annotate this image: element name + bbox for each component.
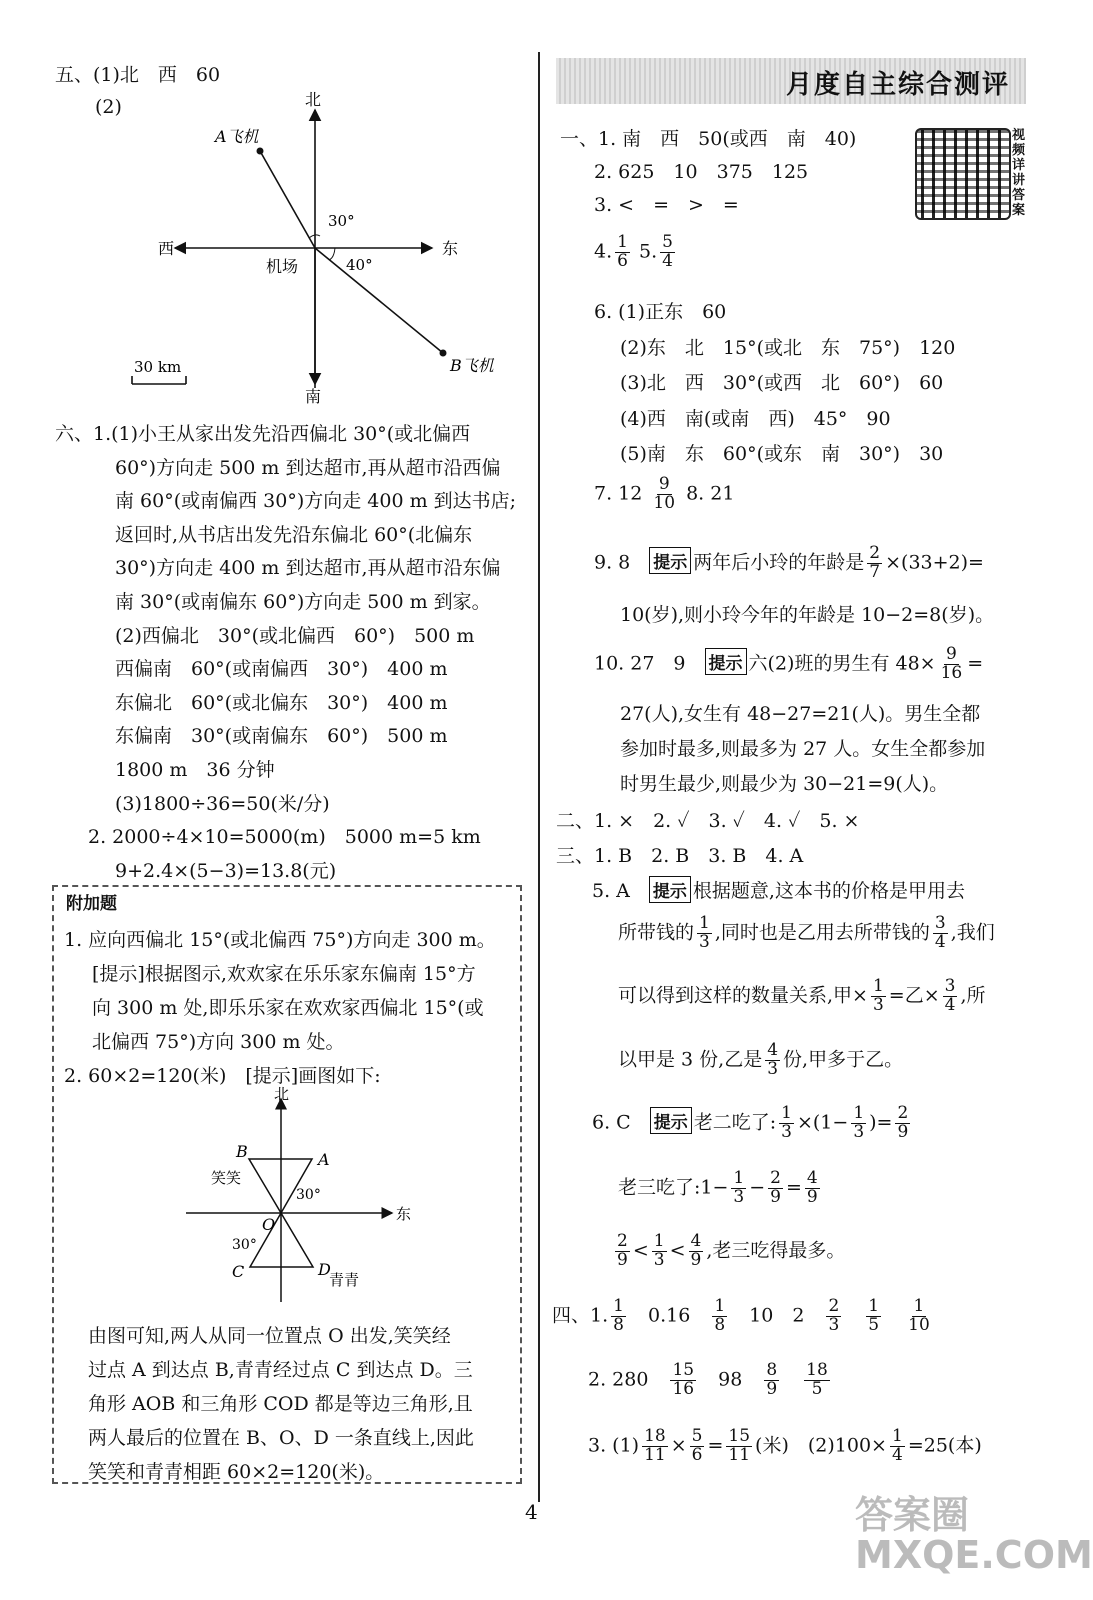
- d2-qingqing: 青青: [329, 1271, 360, 1289]
- direction-diagram-airport: [120, 88, 520, 408]
- s6-line: 1800 m 36 分钟: [115, 758, 275, 781]
- d2-angle30a: 30°: [296, 1187, 321, 1203]
- s6-line: 六、1.(1)小王从家出发先沿西偏北 30°(或北偏西: [55, 423, 471, 445]
- addon-tail-line: 角形 AOB 和三角形 COD 都是等边三角形,且: [88, 1393, 473, 1415]
- q6-line3: $\frac{2}{9}$ < $\frac{1}{3}$ < $\frac{4}{9}$ ,老三吃得最多。: [617, 1231, 846, 1270]
- d2-A: A: [318, 1150, 330, 1169]
- d1-b-plane: B飞机: [450, 356, 494, 375]
- s3: 三、1. B 2. B 3. B 4. A: [556, 845, 804, 867]
- r4: 4. $\frac{1}{6}$ 5. $\frac{5}{4}$: [594, 232, 673, 271]
- page-number: 4: [525, 1500, 538, 1524]
- d2-B: B: [236, 1142, 248, 1161]
- s5-line2: (2): [95, 96, 122, 118]
- d2-O: O: [262, 1215, 276, 1234]
- header-title: 月度自主综合测评: [785, 70, 1010, 100]
- s6-block: [55, 418, 516, 888]
- d1-west: 西: [158, 239, 175, 258]
- s6-line: 南 60°(或南偏西 30°)方向走 400 m 到达书店;: [115, 490, 517, 513]
- addon-lines: [64, 923, 496, 1093]
- d2-D: D: [318, 1260, 331, 1279]
- d2-xiaoxiao: 笑笑: [211, 1169, 242, 1187]
- s6-line: 西偏南 60°(或南偏西 30°) 400 m: [115, 658, 448, 681]
- r2: 2. 625 10 375 125: [594, 161, 809, 183]
- s2: 二、1. × 2. ✓ 3. ✓ 4. ✓ 5. ×: [556, 810, 860, 832]
- s6-line: (2)西偏北 30°(或北偏西 60°) 500 m: [115, 624, 475, 647]
- addon-line: 2. 60×2=120(米) [提示]画图如下:: [64, 1065, 381, 1087]
- hint-label: 提示: [649, 547, 691, 574]
- q5-line4: 以甲是 3 份,乙是 $\frac{4}{3}$ 份,甲多于乙。: [618, 1040, 904, 1079]
- addon-box: [52, 885, 522, 1484]
- addon-tail-line: 由图可知,两人从同一位置点 O 出发,笑笑经: [88, 1325, 451, 1347]
- d1-angle30: 30°: [328, 212, 355, 230]
- d1-a-plane: A飞机: [215, 127, 259, 146]
- addon-line: 1. 应向西偏北 15°(或北偏西 75°)方向走 300 m。: [64, 929, 496, 951]
- r3: 3. < = > =: [594, 194, 739, 216]
- s4-line2: 2. 280 $\frac{15}{16}$ 98 $\frac{8}{9}$ $\frac{18}{5}$: [588, 1360, 828, 1399]
- d2-east: 东: [396, 1205, 412, 1223]
- d2-north: 北: [274, 1085, 290, 1103]
- r9-tail: 10(岁),则小玲今年的年龄是 10−2=8(岁)。: [620, 604, 995, 626]
- addon-line: 向 300 m 处,即乐乐家在欢欢家西偏北 15°(或: [92, 997, 484, 1019]
- r9: 9. 8 提示 两年后小玲的年龄是 $\frac{2}{7}$ ×(33+2)=: [594, 543, 984, 582]
- q6-line1: 6. C 提示 老二吃了: $\frac{1}{3}$ ×(1− $\frac{1}{3}$ )= $\frac{2}{9}$: [592, 1103, 909, 1142]
- d2-C: C: [232, 1262, 245, 1281]
- column-divider: [538, 52, 540, 1502]
- d1-angle40: 40°: [346, 256, 373, 274]
- r10: 10. 27 9 提示 六(2)班的男生有 48× $\frac{9}{16}$ =: [594, 644, 984, 683]
- s4-line1: 四、1. $\frac{1}{8}$ 0.16 $\frac{1}{8}$ 10 2 $\frac{2}{3}$ $\frac{1}{5}$ $\frac{1}{10}$: [552, 1296, 930, 1335]
- s6-line: 30°)方向走 400 m 到达超市,再从超市沿东偏: [115, 557, 501, 580]
- direction-diagram-triangles: [174, 1087, 434, 1317]
- s6-line: 60°)方向走 500 m 到达超市,再从超市沿西偏: [115, 456, 501, 479]
- s6-line: 南 30°(或南偏东 60°)方向走 500 m 到家。: [115, 590, 491, 613]
- qr-text: 视频详讲答案: [1012, 128, 1026, 218]
- r6: [594, 295, 955, 473]
- d1-scale: 30 km: [134, 358, 182, 376]
- d1-airport: 机场: [266, 257, 299, 276]
- r6-line: 6. (1)正东 60: [594, 301, 727, 323]
- s6-line: 东偏南 30°(或南偏东 60°) 500 m: [115, 725, 448, 748]
- addon-tail-line: 两人最后的位置在 B、O、D 一条直线上,因此: [88, 1427, 474, 1449]
- r10-tail: 27(人),女生有 48−27=21(人)。男生全都 参加时最多,则最多为 27 人。女生全都参加 时男生最少,则最少为 30−21=9(人)。: [620, 703, 986, 795]
- r6-line: (5)南 东 60°(或东 南 30°) 30: [620, 443, 944, 465]
- r7: 7. 12 $\frac{9}{10}$ 8. 21: [594, 474, 735, 513]
- s6-line: 东偏北 60°(或北偏东 30°) 400 m: [115, 691, 448, 714]
- s6-line: 2. 2000÷4×10=5000(m) 5000 m=5 km: [88, 826, 481, 849]
- addon-title: 附加题: [66, 894, 117, 914]
- addon-tail-line: 笑笑和青青相距 60×2=120(米)。: [88, 1461, 385, 1483]
- d2-angle30b: 30°: [232, 1237, 257, 1253]
- d1-south: 南: [305, 387, 322, 406]
- addon-tail: [88, 1319, 474, 1489]
- q6-line2: 老三吃了:1− $\frac{1}{3}$ − $\frac{2}{9}$ = $\frac{4}{9}$: [618, 1168, 818, 1207]
- d1-north: 北: [305, 90, 322, 109]
- d1-east: 东: [442, 239, 459, 258]
- addon-line: [提示]根据图示,欢欢家在乐乐家东偏南 15°方: [92, 963, 476, 985]
- q5-line3: 可以得到这样的数量关系,甲× $\frac{1}{3}$ =乙× $\frac{3}{4}$ ,所: [618, 976, 986, 1015]
- s6-line: (3)1800÷36=50(米/分): [115, 792, 330, 815]
- s4-line3: 3. (1) $\frac{18}{11}$ × $\frac{5}{6}$ = $\frac{15}{11}$ (米) (2)100× $\frac{1}{4}$ =25(本): [588, 1426, 982, 1465]
- r6-line: (4)西 南(或南 西) 45° 90: [620, 407, 891, 430]
- s6-line: 返回时,从书店出发先沿东偏北 60°(北偏东: [115, 523, 473, 546]
- qr-code[interactable]: [915, 128, 1011, 220]
- s5-line1: 五、(1)北 西 60: [55, 64, 221, 86]
- r6-line: (3)北 西 30°(或西 北 60°) 60: [620, 372, 944, 394]
- watermark: 答案圈 MXQE.COM: [855, 1493, 1093, 1577]
- r6-line: (2)东 北 15°(或北 东 75°) 120: [620, 336, 956, 359]
- s6-line: 9+2.4×(5−3)=13.8(元): [115, 859, 337, 882]
- addon-line: 北偏西 75°)方向 300 m 处。: [92, 1031, 345, 1053]
- section-header: [556, 58, 1026, 104]
- q5-line1: 5. A 提示 根据题意,这本书的价格是甲用去: [592, 876, 965, 903]
- addon-tail-line: 过点 A 到达点 B,青青经过点 C 到达点 D。三: [88, 1359, 473, 1381]
- q5-line2: 所带钱的 $\frac{1}{3}$ ,同时也是乙用去所带钱的 $\frac{3}{4}$ ,我们: [618, 913, 995, 952]
- r1: 一、1. 南 西 50(或西 南 40): [560, 128, 857, 150]
